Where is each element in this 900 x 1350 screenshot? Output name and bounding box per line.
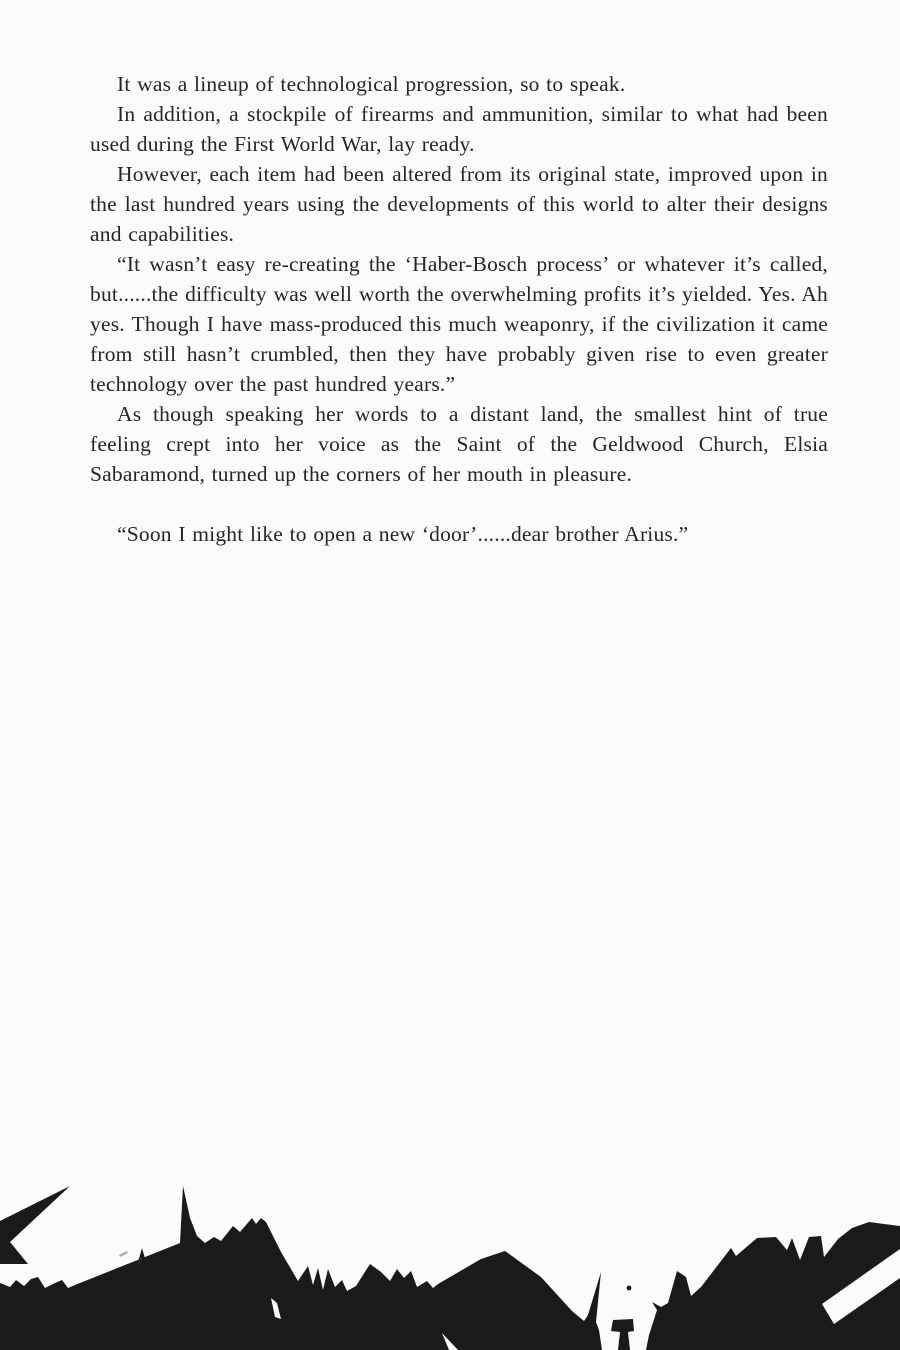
silhouette-left-mass (0, 1186, 602, 1350)
silhouette-speck (627, 1286, 632, 1291)
silhouette-faint-dash (119, 1251, 128, 1257)
paragraph-5: As though speaking her words to a distant land, the smallest hint of true feeling crept into her voice as the Saint of the Geldwood Church, Elsia Sabaramond, turned up the corners of her mouth in pleasure. (90, 402, 828, 486)
paragraph-4-dialogue: “It wasn’t easy re-creating the ‘Haber-Bosch process’ or whatever it’s called, but......the difficulty was well worth the overwhelming profits it’s yielded. Yes. Ah yes. Though I have mass-produced this much weaponry, if the civilization it came from still hasn’t crumbled, then they have probably given rise to even greater technology over the past hundred years.” (90, 252, 828, 396)
paragraph-3: However, each item had been altered from its original state, improved upon in the last hundred years using the developments of this world to alter their designs and capabilities. (90, 162, 828, 246)
paragraph-1: It was a lineup of technological progression, so to speak. (117, 72, 626, 96)
silhouette-left-hook-blade (0, 1186, 70, 1264)
paragraph-2: In addition, a stockpile of firearms and ammunition, similar to what had been used during the First World War, lay ready. (90, 102, 828, 156)
paragraph-6-dialogue: “Soon I might like to open a new ‘door’......dear brother Arius.” (117, 522, 689, 546)
silhouette-valley-stem (611, 1319, 634, 1350)
